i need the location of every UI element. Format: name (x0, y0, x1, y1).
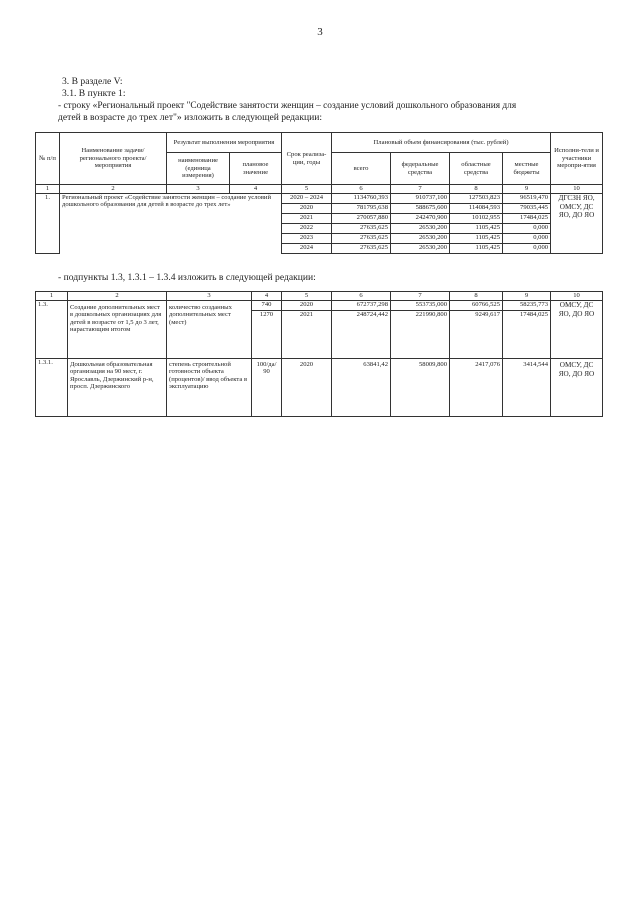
total-cell: 27635,625 (332, 234, 391, 244)
total-cell: 27635,625 (332, 224, 391, 234)
total-cell: 63841,42 (332, 359, 391, 417)
col-number: 7 (391, 185, 450, 194)
local-cell: 3414,544 (503, 359, 551, 417)
executors-cell: ДГСЗН ЯО, ОМСУ, ДС ЯО, ДО ЯО (551, 194, 603, 254)
col-number: 6 (332, 292, 391, 301)
federal-cell: 26530,200 (391, 244, 450, 254)
col-number: 8 (450, 185, 503, 194)
local-cell: 0,000 (503, 224, 551, 234)
regional-cell: 9249,617 (450, 311, 503, 359)
header-local: местные бюджеты (503, 153, 551, 185)
term-cell: 2020 – 2024 (282, 194, 332, 204)
col-number: 2 (68, 292, 167, 301)
local-cell: 96519,470 (503, 194, 551, 204)
col-number: 8 (450, 292, 503, 301)
federal-cell: 221990,800 (391, 311, 450, 359)
year-cell: 2020 (282, 301, 332, 311)
total-cell: 270057,880 (332, 214, 391, 224)
header-result-value: плановое значение (230, 153, 282, 185)
col-number: 3 (167, 185, 230, 194)
local-cell: 17484,025 (503, 214, 551, 224)
instruction-line-cont: детей в возрасте до трех лет"» изложить в следующей редакции: (58, 112, 323, 123)
value-cell: 740 (252, 301, 282, 311)
local-cell: 0,000 (503, 234, 551, 244)
total-cell: 248724,442 (332, 311, 391, 359)
col-number: 9 (503, 185, 551, 194)
col-number: 7 (391, 292, 450, 301)
header-regional: областные средства (450, 153, 503, 185)
col-number: 10 (551, 292, 603, 301)
federal-cell: 910737,100 (391, 194, 450, 204)
table-row (36, 359, 603, 417)
row-name: Дошкольная образовательная организация на 90 мест, г. Ярославль, Дзержинский р-н, просп. Дзержинского (68, 359, 167, 417)
header-result: Результат выполнения мероприятия (167, 133, 282, 153)
local-cell: 0,000 (503, 244, 551, 254)
term-cell: 2023 (282, 234, 332, 244)
col-number: 9 (503, 292, 551, 301)
col-number: 1 (36, 292, 68, 301)
row-result: количество созданных дополнительных мест (мест) (167, 301, 252, 359)
col-number: 4 (252, 292, 282, 301)
federal-cell: 553735,000 (391, 301, 450, 311)
regional-cell: 60766,525 (450, 301, 503, 311)
subpoints-text: - подпункты 1.3, 1.3.1 – 1.3.4 изложить в следующей редакции: (58, 272, 316, 283)
regional-cell: 1105,425 (450, 244, 503, 254)
col-number: 3 (167, 292, 252, 301)
total-cell: 672737,298 (332, 301, 391, 311)
header-federal: федеральные средства (391, 153, 450, 185)
federal-cell: 242470,900 (391, 214, 450, 224)
col-number: 10 (551, 185, 603, 194)
table-2 (35, 291, 603, 417)
header-executors: Исполни-тели и участники меропри-ятия (551, 133, 603, 185)
row-name: Создание дополнительных мест в дошкольных организациях для детей в возрасте от 1,5 до 3 лет, нарастающим итогом (68, 301, 167, 359)
table-1 (35, 132, 603, 254)
col-number: 4 (230, 185, 282, 194)
regional-cell: 10102,955 (450, 214, 503, 224)
col-number: 5 (282, 185, 332, 194)
table-row (36, 194, 603, 204)
table-row (36, 301, 603, 311)
row-number: 1.3.1. (36, 359, 68, 417)
local-cell: 79035,445 (503, 204, 551, 214)
total-cell: 27635,625 (332, 244, 391, 254)
row-result: степень строительной готовности объекта (процентов)/ ввод объекта в эксплуатацию (167, 359, 252, 417)
total-cell: 1134760,393 (332, 194, 391, 204)
page-number: 3 (317, 26, 323, 38)
federal-cell: 26530,200 (391, 234, 450, 244)
federal-cell: 588675,600 (391, 204, 450, 214)
regional-cell: 1105,425 (450, 224, 503, 234)
header-total: всего (332, 153, 391, 185)
col-number: 5 (282, 292, 332, 301)
col-number: 2 (60, 185, 167, 194)
regional-cell: 127503,823 (450, 194, 503, 204)
instruction-line: - строку «Региональный проект "Содействие занятости женщин – создание условий дошкольного образования для (58, 101, 517, 111)
executors-cell: ОМСУ, ДС ЯО, ДО ЯО (551, 359, 603, 417)
term-cell: 2024 (282, 244, 332, 254)
header-term: Срок реализа-ции, годы (282, 133, 332, 185)
section-line: 3. В разделе V: (62, 76, 123, 87)
header-finance: Плановый объем финансирования (тыс. рублей) (332, 133, 551, 153)
header-result-name: наименование (единица измерения) (167, 153, 230, 185)
row-number: 1.3. (36, 301, 68, 359)
total-cell: 781795,638 (332, 204, 391, 214)
item-name: Региональный проект «Содействие занятости женщин – создание условий дошкольного образования для детей в возрасте до трех лет» (60, 194, 282, 254)
item-number: 1. (36, 194, 60, 254)
year-cell: 2021 (282, 311, 332, 359)
year-cell: 2020 (282, 359, 332, 417)
header-name: Наименование задачи/ регионального проекта/ мероприятия (60, 133, 167, 185)
col-number: 6 (332, 185, 391, 194)
federal-cell: 26530,200 (391, 224, 450, 234)
col-number: 1 (36, 185, 60, 194)
regional-cell: 2417,076 (450, 359, 503, 417)
executors-cell: ОМСУ, ДС ЯО, ДО ЯО (551, 301, 603, 359)
federal-cell: 58009,800 (391, 359, 450, 417)
local-cell: 17484,025 (503, 311, 551, 359)
local-cell: 58235,773 (503, 301, 551, 311)
term-cell: 2022 (282, 224, 332, 234)
value-cell: 1270 (252, 311, 282, 359)
point-line: 3.1. В пункте 1: (62, 88, 126, 99)
value-cell: 100/да/ 90 (252, 359, 282, 417)
term-cell: 2020 (282, 204, 332, 214)
regional-cell: 114084,593 (450, 204, 503, 214)
term-cell: 2021 (282, 214, 332, 224)
header-num: № п/п (36, 133, 60, 185)
regional-cell: 1105,425 (450, 234, 503, 244)
